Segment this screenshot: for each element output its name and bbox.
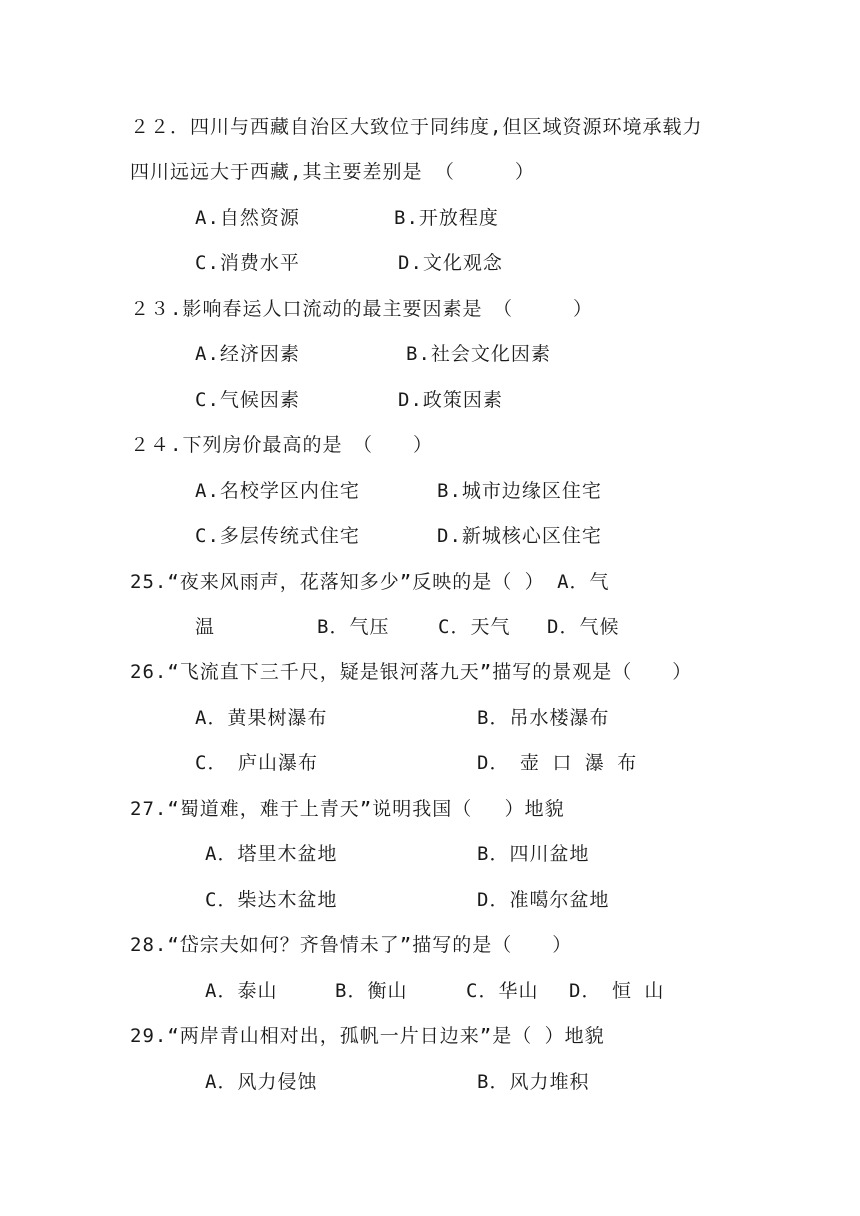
question-28-option-d: D． 恒 山 [569, 980, 665, 1002]
question-27-stem: 27.“蜀道难，难于上青天”说明我国（ ）地貌 [130, 798, 565, 820]
question-28-option-c: C．华山 [466, 980, 539, 1002]
question-24-option-c: C.多层传统式住宅 [195, 525, 360, 547]
question-27-option-b: B．四川盆地 [477, 843, 590, 865]
question-22-option-c: C.消费水平 [195, 252, 300, 274]
question-26-option-a: A．黄果树瀑布 [195, 707, 328, 729]
question-22-option-a: A.自然资源 [195, 207, 300, 229]
question-29-option-b: B．风力堆积 [477, 1071, 590, 1093]
question-28-stem: 28.“岱宗夫如何？齐鲁情未了”描写的是（ ） [130, 934, 573, 956]
question-23-stem: ２３.影响春运人口流动的最主要因素是 （ ） [130, 298, 593, 320]
question-25-option-d: D．气候 [547, 616, 620, 638]
question-25-option-c: C．天气 [438, 616, 511, 638]
question-24-option-d: D.新城核心区住宅 [437, 525, 602, 547]
question-22-stem-line1: ２２．四川与西藏自治区大致位于同纬度,但区域资源环境承载力 [130, 116, 703, 138]
question-23-option-b: B.社会文化因素 [406, 343, 551, 365]
question-27-option-a: A．塔里木盆地 [205, 843, 338, 865]
question-27-option-c: C．柴达木盆地 [205, 889, 338, 911]
question-24-option-b: B.城市边缘区住宅 [437, 480, 602, 502]
question-26-option-d: D． 壶 口 瀑 布 [477, 752, 638, 774]
question-26-option-c: C． 庐山瀑布 [195, 752, 318, 774]
question-23-option-c: C.气候因素 [195, 389, 300, 411]
question-27-option-d: D．准噶尔盆地 [477, 889, 610, 911]
question-26-stem: 26.“飞流直下三千尺，疑是银河落九天”描写的景观是（ ） [130, 661, 693, 683]
question-23-option-d: D.政策因素 [398, 389, 503, 411]
question-25-option-b: B．气压 [317, 616, 390, 638]
question-22-option-d: D.文化观念 [398, 252, 503, 274]
question-29-option-a: A．风力侵蚀 [205, 1071, 318, 1093]
question-25-stem: 25.“夜来风雨声，花落知多少”反映的是（ ） A．气 [130, 571, 610, 593]
question-28-option-b: B．衡山 [335, 980, 408, 1002]
question-23-option-a: A.经济因素 [195, 343, 300, 365]
question-24-stem: ２４.下列房价最高的是 （ ） [130, 434, 433, 456]
question-22-stem-line2: 四川远远大于西藏,其主要差别是 （ ） [130, 161, 535, 183]
question-22-option-b: B.开放程度 [394, 207, 499, 229]
question-26-option-b: B．吊水楼瀑布 [477, 707, 610, 729]
question-29-stem: 29.“两岸青山相对出，孤帆一片日边来”是（ ）地貌 [130, 1025, 605, 1047]
question-28-option-a: A．泰山 [205, 980, 278, 1002]
question-25-option-a-continuation: 温 [195, 616, 216, 638]
question-24-option-a: A.名校学区内住宅 [195, 480, 360, 502]
